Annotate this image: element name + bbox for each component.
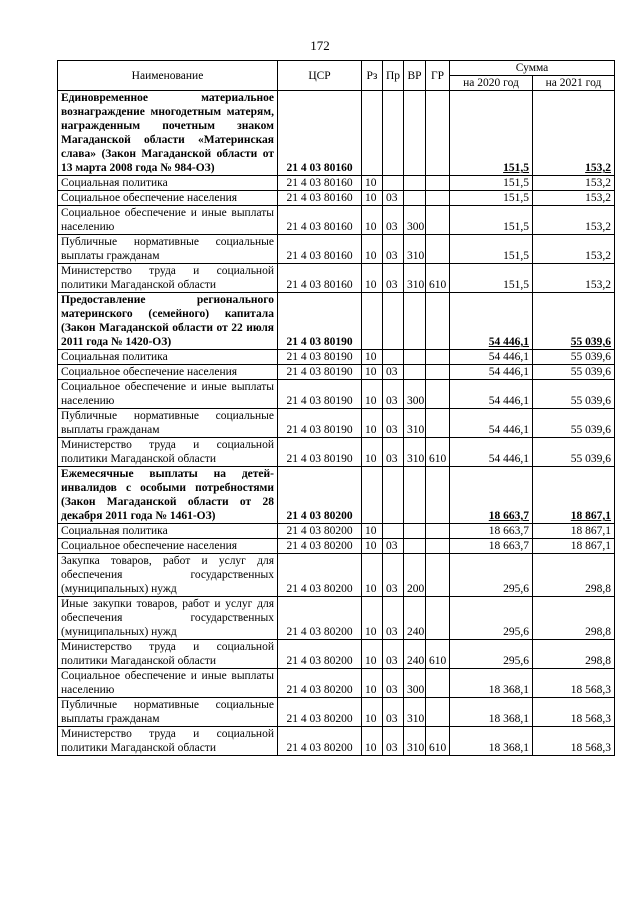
row-sum-2020: 151,5 — [450, 176, 533, 191]
table-row — [58, 293, 615, 350]
row-vr: 300 — [404, 206, 426, 235]
row-name: Социальная политика — [58, 350, 278, 365]
row-rz: 10 — [362, 539, 383, 554]
row-vr — [404, 350, 426, 365]
table-row — [58, 350, 615, 365]
row-csr: 21 4 03 80200 — [278, 524, 362, 539]
row-pr: 03 — [383, 727, 404, 756]
row-gr — [426, 293, 450, 350]
row-gr — [426, 191, 450, 206]
row-vr: 300 — [404, 669, 426, 698]
row-gr: 610 — [426, 264, 450, 293]
row-name: Иные закупки товаров, работ и услуг для обеспечения государственных (муниципальных) нужд — [58, 597, 278, 640]
row-csr: 21 4 03 80200 — [278, 727, 362, 756]
table-row — [58, 640, 615, 669]
row-sum-2020: 18 368,1 — [450, 669, 533, 698]
table-body — [58, 91, 615, 756]
row-sum-2021: 18 568,3 — [533, 698, 615, 727]
row-rz: 10 — [362, 176, 383, 191]
row-sum-2020: 151,5 — [450, 206, 533, 235]
header-pr: Пр — [383, 61, 404, 91]
row-sum-2021: 153,2 — [533, 235, 615, 264]
table-row — [58, 206, 615, 235]
row-csr: 21 4 03 80200 — [278, 554, 362, 597]
row-sum-2020: 295,6 — [450, 597, 533, 640]
row-csr: 21 4 03 80190 — [278, 409, 362, 438]
row-sum-2021: 55 039,6 — [533, 380, 615, 409]
row-name: Публичные нормативные социальные выплаты гражданам — [58, 698, 278, 727]
row-rz: 10 — [362, 380, 383, 409]
row-pr: 03 — [383, 206, 404, 235]
row-gr — [426, 235, 450, 264]
row-name: Социальная политика — [58, 524, 278, 539]
table-row — [58, 669, 615, 698]
row-pr: 03 — [383, 264, 404, 293]
header-vr: ВР — [404, 61, 426, 91]
row-sum-2020: 151,5 — [450, 191, 533, 206]
row-vr: 200 — [404, 554, 426, 597]
budget-table — [57, 60, 615, 756]
row-vr — [404, 365, 426, 380]
page-number: 172 — [310, 38, 330, 53]
row-sum-2020: 295,6 — [450, 554, 533, 597]
row-vr — [404, 539, 426, 554]
row-sum-2021: 298,8 — [533, 640, 615, 669]
row-name: Министерство труда и социальной политики Магаданской области — [58, 264, 278, 293]
row-gr: 610 — [426, 727, 450, 756]
row-sum-2020: 18 368,1 — [450, 698, 533, 727]
row-sum-2021: 55 039,6 — [533, 409, 615, 438]
row-pr: 03 — [383, 554, 404, 597]
row-sum-2021: 18 867,1 — [533, 467, 615, 524]
table-row — [58, 235, 615, 264]
row-sum-2020: 54 446,1 — [450, 350, 533, 365]
table-row — [58, 365, 615, 380]
row-csr: 21 4 03 80190 — [278, 293, 362, 350]
row-vr: 310 — [404, 698, 426, 727]
row-sum-2021: 18 568,3 — [533, 669, 615, 698]
row-vr: 310 — [404, 727, 426, 756]
row-vr: 310 — [404, 235, 426, 264]
row-vr — [404, 91, 426, 176]
table-row — [58, 191, 615, 206]
header-rz: Рз — [362, 61, 383, 91]
row-name: Социальное обеспечение и иные выплаты населению — [58, 380, 278, 409]
row-rz — [362, 293, 383, 350]
header-name: Наименование — [58, 61, 278, 91]
row-csr: 21 4 03 80160 — [278, 235, 362, 264]
table-row — [58, 698, 615, 727]
row-pr — [383, 350, 404, 365]
header-gr: ГР — [426, 61, 450, 91]
row-sum-2020: 54 446,1 — [450, 409, 533, 438]
row-rz: 10 — [362, 597, 383, 640]
row-name: Социальное обеспечение населения — [58, 365, 278, 380]
row-name: Предоставление регионального материнского (семейного) капитала (Закон Магаданской области от 22 июля 2011 года № 1420-ОЗ) — [58, 293, 278, 350]
table-row — [58, 264, 615, 293]
table-row — [58, 554, 615, 597]
row-rz: 10 — [362, 409, 383, 438]
row-gr — [426, 669, 450, 698]
row-name: Закупка товаров, работ и услуг для обеспечения государственных (муниципальных) нужд — [58, 554, 278, 597]
row-pr — [383, 467, 404, 524]
row-sum-2020: 151,5 — [450, 91, 533, 176]
row-rz: 10 — [362, 524, 383, 539]
row-sum-2020: 54 446,1 — [450, 380, 533, 409]
row-sum-2021: 153,2 — [533, 206, 615, 235]
row-pr: 03 — [383, 409, 404, 438]
row-pr: 03 — [383, 380, 404, 409]
row-name: Ежемесячные выплаты на детей-инвалидов с особыми потребностями (Закон Магаданской области от 28 декабря 2011 года № 1461-ОЗ) — [58, 467, 278, 524]
row-csr: 21 4 03 80190 — [278, 438, 362, 467]
row-sum-2020: 18 663,7 — [450, 524, 533, 539]
row-gr — [426, 467, 450, 524]
row-sum-2021: 153,2 — [533, 191, 615, 206]
header-csr: ЦСР — [278, 61, 362, 91]
header-year-2021: на 2021 год — [533, 76, 615, 91]
row-name: Единовременное материальное вознаграждение многодетным матерям, награжденным почетным знаком Магаданской области «Материнская слава» (Закон Магаданской области от 13 марта 2008 года № 984-ОЗ) — [58, 91, 278, 176]
row-pr: 03 — [383, 438, 404, 467]
row-sum-2020: 18 663,7 — [450, 467, 533, 524]
row-rz: 10 — [362, 698, 383, 727]
row-vr: 310 — [404, 409, 426, 438]
row-csr: 21 4 03 80200 — [278, 597, 362, 640]
row-name: Социальное обеспечение и иные выплаты населению — [58, 206, 278, 235]
row-rz: 10 — [362, 554, 383, 597]
row-vr: 240 — [404, 640, 426, 669]
row-name: Социальное обеспечение и иные выплаты населению — [58, 669, 278, 698]
row-name: Социальное обеспечение населения — [58, 191, 278, 206]
row-vr: 240 — [404, 597, 426, 640]
row-gr — [426, 597, 450, 640]
table-row — [58, 467, 615, 524]
row-sum-2020: 151,5 — [450, 235, 533, 264]
row-name: Публичные нормативные социальные выплаты гражданам — [58, 409, 278, 438]
row-vr: 310 — [404, 264, 426, 293]
row-vr — [404, 191, 426, 206]
row-pr — [383, 524, 404, 539]
table-row — [58, 727, 615, 756]
table-row — [58, 524, 615, 539]
table-row — [58, 438, 615, 467]
header-year-2020: на 2020 год — [450, 76, 533, 91]
row-csr: 21 4 03 80200 — [278, 669, 362, 698]
table-row — [58, 539, 615, 554]
row-sum-2021: 55 039,6 — [533, 293, 615, 350]
row-name: Социальная политика — [58, 176, 278, 191]
row-csr: 21 4 03 80190 — [278, 365, 362, 380]
row-pr: 03 — [383, 698, 404, 727]
table-row — [58, 176, 615, 191]
row-rz: 10 — [362, 727, 383, 756]
row-rz — [362, 467, 383, 524]
row-gr: 610 — [426, 640, 450, 669]
row-name: Публичные нормативные социальные выплаты гражданам — [58, 235, 278, 264]
row-vr — [404, 467, 426, 524]
row-pr: 03 — [383, 597, 404, 640]
row-csr: 21 4 03 80160 — [278, 176, 362, 191]
row-gr: 610 — [426, 438, 450, 467]
row-gr — [426, 350, 450, 365]
row-gr — [426, 698, 450, 727]
row-pr: 03 — [383, 669, 404, 698]
row-gr — [426, 365, 450, 380]
header-sum: Сумма — [450, 61, 615, 76]
row-gr — [426, 524, 450, 539]
row-vr: 310 — [404, 438, 426, 467]
row-gr — [426, 554, 450, 597]
row-vr: 300 — [404, 380, 426, 409]
row-rz: 10 — [362, 206, 383, 235]
row-sum-2021: 298,8 — [533, 597, 615, 640]
row-name: Министерство труда и социальной политики Магаданской области — [58, 640, 278, 669]
row-csr: 21 4 03 80160 — [278, 264, 362, 293]
row-csr: 21 4 03 80200 — [278, 698, 362, 727]
row-pr: 03 — [383, 365, 404, 380]
row-sum-2021: 18 568,3 — [533, 727, 615, 756]
row-sum-2021: 298,8 — [533, 554, 615, 597]
row-sum-2021: 153,2 — [533, 91, 615, 176]
row-gr — [426, 409, 450, 438]
row-vr — [404, 524, 426, 539]
row-csr: 21 4 03 80200 — [278, 640, 362, 669]
row-gr — [426, 380, 450, 409]
row-pr: 03 — [383, 235, 404, 264]
table-row — [58, 597, 615, 640]
row-sum-2020: 151,5 — [450, 264, 533, 293]
row-sum-2021: 153,2 — [533, 264, 615, 293]
row-sum-2021: 55 039,6 — [533, 438, 615, 467]
row-rz: 10 — [362, 191, 383, 206]
row-pr: 03 — [383, 640, 404, 669]
row-csr: 21 4 03 80160 — [278, 206, 362, 235]
row-sum-2020: 18 663,7 — [450, 539, 533, 554]
row-sum-2020: 295,6 — [450, 640, 533, 669]
row-rz: 10 — [362, 264, 383, 293]
row-pr — [383, 293, 404, 350]
row-sum-2020: 18 368,1 — [450, 727, 533, 756]
row-name: Социальное обеспечение населения — [58, 539, 278, 554]
row-rz: 10 — [362, 350, 383, 365]
row-gr — [426, 91, 450, 176]
row-csr: 21 4 03 80200 — [278, 467, 362, 524]
row-rz: 10 — [362, 235, 383, 264]
row-csr: 21 4 03 80190 — [278, 380, 362, 409]
row-rz: 10 — [362, 365, 383, 380]
row-pr: 03 — [383, 191, 404, 206]
row-vr — [404, 293, 426, 350]
row-sum-2020: 54 446,1 — [450, 438, 533, 467]
row-sum-2020: 54 446,1 — [450, 365, 533, 380]
row-vr — [404, 176, 426, 191]
table-row — [58, 409, 615, 438]
row-sum-2020: 54 446,1 — [450, 293, 533, 350]
row-pr — [383, 176, 404, 191]
row-name: Министерство труда и социальной политики Магаданской области — [58, 438, 278, 467]
row-gr — [426, 539, 450, 554]
row-csr: 21 4 03 80160 — [278, 91, 362, 176]
row-rz: 10 — [362, 669, 383, 698]
row-sum-2021: 153,2 — [533, 176, 615, 191]
row-gr — [426, 176, 450, 191]
table-row — [58, 380, 615, 409]
row-rz — [362, 91, 383, 176]
row-csr: 21 4 03 80200 — [278, 539, 362, 554]
row-csr: 21 4 03 80160 — [278, 191, 362, 206]
row-sum-2021: 18 867,1 — [533, 539, 615, 554]
row-sum-2021: 55 039,6 — [533, 350, 615, 365]
row-pr — [383, 91, 404, 176]
row-rz: 10 — [362, 640, 383, 669]
table-row — [58, 91, 615, 176]
row-csr: 21 4 03 80190 — [278, 350, 362, 365]
row-sum-2021: 55 039,6 — [533, 365, 615, 380]
row-pr: 03 — [383, 539, 404, 554]
row-rz: 10 — [362, 438, 383, 467]
row-gr — [426, 206, 450, 235]
row-name: Министерство труда и социальной политики Магаданской области — [58, 727, 278, 756]
row-sum-2021: 18 867,1 — [533, 524, 615, 539]
